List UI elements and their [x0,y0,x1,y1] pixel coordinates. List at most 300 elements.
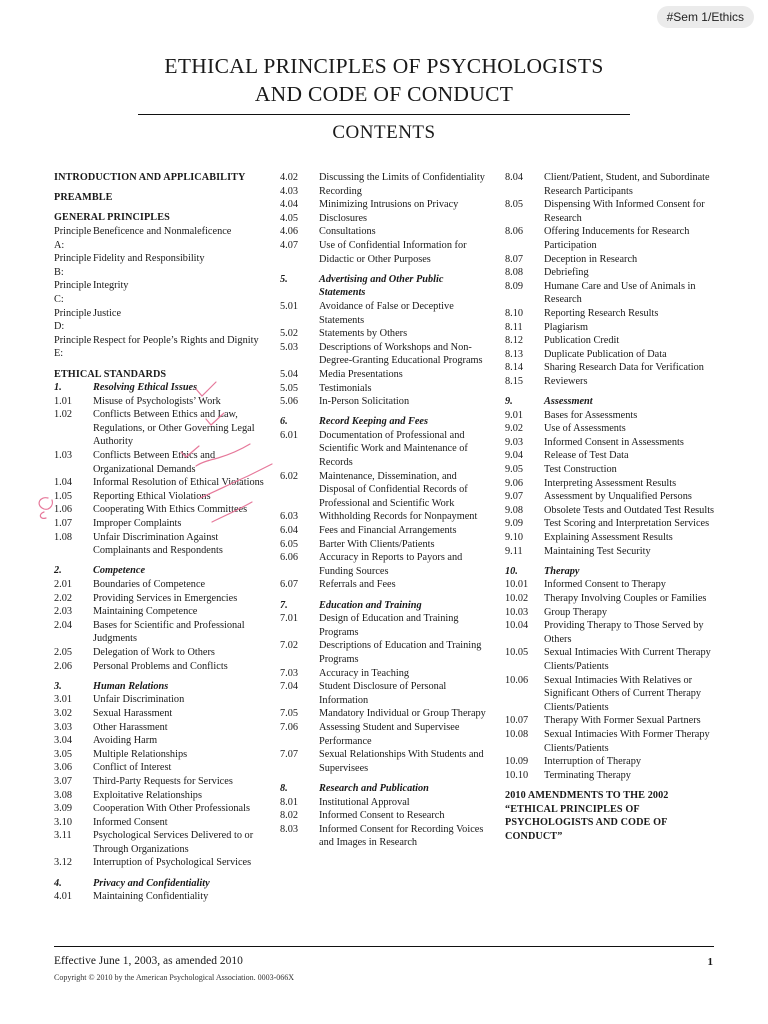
entry-title: Documentation of Professional and Scientific Work and Maintenance of Records [319,429,468,469]
toc-entry [505,769,717,783]
toc-entry [280,395,492,409]
entry-title: Integrity [93,280,129,292]
effective-date: Effective June 1, 2003, as amended 2010 [54,955,243,967]
entry-number: 10.07 [505,715,529,727]
toc-section [505,395,717,409]
spacer [505,389,717,396]
entry-number: 3.05 [54,748,73,760]
entry-number: 10.10 [505,769,529,781]
entry-number: 9.08 [505,504,524,516]
toc-entry [54,408,272,449]
entry-title: Assessment [544,396,593,408]
toc-entry [280,538,492,552]
entry-number: 8.08 [505,267,524,279]
entry-number: 1.03 [54,450,73,462]
entry-number: 6.05 [280,538,299,550]
entry-title: Accuracy in Reports to Payors and Funding Sources [319,552,463,577]
entry-title: Minimizing Intrusions on Privacy [319,199,459,211]
entry-title: Interruption of Psychological Services [93,857,252,869]
toc-entry [505,592,717,606]
entry-number: 2.03 [54,606,73,618]
toc-entry [280,823,492,850]
entry-number: 3.08 [54,789,73,801]
toc-entry [54,476,272,490]
toc-entry [280,368,492,382]
entry-number: Principle B: [54,253,92,278]
toc-entry [54,721,272,735]
toc-entry [54,748,272,762]
toc-principle [54,279,272,306]
entry-number: 8.05 [505,199,524,211]
entry-number: 6.01 [280,429,299,441]
entry-title: Referrals and Fees [319,579,396,591]
entry-title: Humane Care and Use of Animals in Research [544,280,696,306]
entry-number: 4.04 [280,199,299,211]
entry-number: 8.06 [505,226,524,238]
entry-number: 3.11 [54,830,72,842]
toc-principle [54,334,272,361]
entry-title: Media Presentations [319,368,403,380]
entry-title: Client/Patient, Student, and Subordinate Research Participants [544,172,710,197]
entry-title: Maintaining Confidentiality [93,891,209,903]
entry-title: Accuracy in Teaching [319,667,410,679]
toc-entry [505,171,717,198]
toc-entry [280,239,492,266]
toc-entry [280,382,492,396]
entry-title: Interpreting Assessment Results [544,477,677,489]
toc-entry [280,470,492,511]
contents-heading: CONTENTS [332,122,436,143]
toc-entry [280,809,492,823]
section-heading: INTRODUCTION AND APPLICABILITY [54,172,246,183]
entry-number: 1.06 [54,504,73,516]
entry-number: 3.07 [54,775,73,787]
entry-number: 9. [505,396,513,408]
entry-number: 9.11 [505,545,523,557]
toc-entry [505,517,717,531]
spacer [54,870,272,877]
entry-number: 8.12 [505,335,524,347]
toc-entry [54,490,272,504]
toc-entry [505,755,717,769]
entry-title: Sharing Research Data for Verification [544,362,704,374]
entry-number: 7.04 [280,681,299,693]
toc-entry [505,436,717,450]
toc-entry [280,796,492,810]
entry-number: 1.08 [54,531,73,543]
entry-number: 6.04 [280,525,299,537]
spacer [54,205,272,212]
entry-title: Sexual Intimacies With Former Therapy Clients/Patients [544,728,710,754]
entry-number: 7.01 [280,613,299,625]
entry-title: Disclosures [319,212,368,224]
spacer [54,673,272,680]
toc-entry [505,361,717,375]
entry-title: Boundaries of Competence [93,579,206,590]
entry-number: Principle E: [54,334,92,360]
entry-number: 8.09 [505,280,524,292]
entry-number: 4.02 [280,172,299,183]
entry-title: Descriptions of Education and Training Programs [319,640,482,665]
entry-number: 4.07 [280,239,299,251]
entry-number: 2.05 [54,646,73,658]
toc-column-2 [280,171,492,850]
toc-entry [505,714,717,728]
entry-title: Misuse of Psychologists’ Work [93,395,221,407]
entry-number: 6.03 [280,511,299,523]
entry-title: Avoiding Harm [93,735,158,747]
toc-entry [280,510,492,524]
spacer [280,266,492,273]
toc-entry [280,524,492,538]
entry-title: Respect for People’s Rights and Dignity [93,334,259,346]
entry-title: Descriptions of Workshops and Non-Degree-Granting Educational Programs [319,341,483,367]
entry-number: Principle D: [54,307,92,333]
entry-title: Informed Consent to Therapy [544,579,666,591]
entry-title: Unfair Discrimination Against Complainants and Respondents [93,531,223,557]
entry-number: 8. [280,782,288,794]
spacer [505,782,717,789]
entry-number: 8.14 [505,362,524,374]
entry-title: Institutional Approval [319,796,410,808]
toc-entry [54,775,272,789]
entry-title: Explaining Assessment Results [544,532,673,544]
toc-section [54,381,272,395]
title-line-1: ETHICAL PRINCIPLES OF PSYCHOLOGISTS [164,54,604,78]
toc-section [280,415,492,429]
entry-title: Dispensing With Informed Consent for Research [544,199,705,224]
entry-number: 10.01 [505,579,529,591]
toc-entry [505,545,717,559]
entry-number: 9.05 [505,464,524,476]
entry-title: Exploitative Relationships [93,789,202,801]
entry-title: Beneficence and Nonmaleficence [93,225,232,237]
toc-entry [505,504,717,518]
circle-scribble [39,498,52,519]
entry-number: 5.01 [280,300,299,312]
entry-number: 9.04 [505,450,524,462]
document-title [0,52,768,108]
toc-section [54,877,272,891]
title-line-2: AND CODE OF CONDUCT [254,82,514,106]
entry-number: 7. [280,599,288,611]
entry-title: Bases for Scientific and Professional Judgments [93,619,245,645]
entry-title: Discussing the Limits of Confidentiality [319,172,485,183]
entry-title: Third-Party Requests for Services [93,775,233,787]
entry-title: Sexual Relationships With Students and Supervisees [319,749,484,774]
entry-number: 7.07 [280,749,299,761]
entry-number: 3.12 [54,857,73,869]
spacer [280,592,492,599]
entry-title: Competence [93,565,146,577]
toc-entry [54,802,272,816]
entry-number: 2.01 [54,579,73,590]
toc-principle [54,307,272,334]
entry-number: 6.06 [280,552,299,564]
entry-number: 3.03 [54,721,73,733]
spacer [54,185,272,192]
entry-number: 9.03 [505,436,524,448]
entry-title: Human Relations [93,680,169,692]
toc-entry [54,761,272,775]
toc-entry [505,422,717,436]
entry-title: Test Construction [544,464,617,476]
toc-entry [505,490,717,504]
entry-number: 4. [54,877,62,889]
entry-title: Maintaining Competence [93,606,198,618]
entry-title: Barter With Clients/Patients [319,538,435,550]
toc-entry [280,551,492,578]
entry-number: 3.10 [54,816,73,828]
toc-entry [505,334,717,348]
entry-title: Debriefing [544,267,589,279]
spacer [54,361,272,368]
toc-section [280,273,492,300]
entry-title: Multiple Relationships [93,748,188,760]
toc-entry [54,890,272,904]
toc-entry [505,321,717,335]
entry-title: Conflicts Between Ethics and Organizational Demands [93,450,216,475]
tag-chip[interactable]: #Sem 1/Ethics [657,6,754,28]
entry-title: Publication Credit [544,335,620,347]
entry-title: Other Harassment [93,721,168,733]
entry-title: Withholding Records for Nonpayment [319,511,478,523]
entry-number: 9.07 [505,491,524,503]
page-number: 1 [707,956,713,968]
entry-number: 1.01 [54,395,73,407]
entry-title: Sexual Harassment [93,707,173,719]
entry-title: Conflict of Interest [93,762,172,774]
entry-title: Assessing Student and Supervisee Performance [319,721,460,747]
entry-number: Principle A: [54,225,92,251]
entry-number: 5.03 [280,341,299,353]
entry-number: 10.08 [505,728,529,740]
entry-title: Testimonials [319,382,372,394]
entry-title: Mandatory Individual or Group Therapy [319,708,486,720]
entry-title: Reviewers [544,375,588,387]
entry-title: Personal Problems and Conflicts [93,660,228,672]
entry-number: 3.09 [54,803,73,815]
toc-section [505,565,717,579]
entry-number: 7.06 [280,721,299,733]
toc-entry [505,307,717,321]
toc-entry [54,734,272,748]
entry-title: Use of Confidential Information for Didactic or Other Purposes [319,239,467,265]
entry-number: 8.03 [280,823,299,835]
entry-number: 9.09 [505,518,524,530]
entry-title: Informed Consent in Assessments [544,436,684,448]
entry-title: Fidelity and Responsibility [93,253,205,265]
spacer [505,558,717,565]
section-heading: GENERAL PRINCIPLES [54,212,170,224]
entry-number: 10.02 [505,593,529,604]
entry-number: 8.11 [505,321,523,333]
footer-rule [54,946,714,947]
toc-entry [505,266,717,280]
toc-section [280,782,492,796]
entry-number: 2.04 [54,619,73,631]
entry-title: Terminating Therapy [544,769,631,781]
toc-entry [54,449,272,476]
entry-title: Reporting Ethical Violations [93,490,211,502]
entry-number: 1.07 [54,518,73,530]
amendments-heading: 2010 AMENDMENTS TO THE 2002 “ETHICAL PRINCIPLES OF PSYCHOLOGISTS AND CODE OF CONDUCT” [505,789,669,842]
toc-entry [505,728,717,755]
toc-entry [54,517,272,531]
toc-entry [54,856,272,870]
entry-title: Therapy With Former Sexual Partners [544,715,701,727]
toc-entry [54,789,272,803]
entry-title: Providing Therapy to Those Served by Others [544,620,704,645]
entry-title: Cooperating With Ethics Committees [93,504,248,516]
entry-number: 1.05 [54,490,73,502]
entry-number: 1. [54,382,62,394]
entry-title: Group Therapy [544,606,608,618]
toc-entry [505,409,717,423]
toc-entry [505,253,717,267]
entry-title: Student Disclosure of Personal Information [319,681,447,706]
toc-entry [280,639,492,666]
toc-entry [54,829,272,856]
entry-title: Avoidance of False or Deceptive Statements [319,300,454,326]
toc-section [54,564,272,578]
toc-entry [280,327,492,341]
entry-title: Unfair Discrimination [93,694,185,706]
toc-section [54,680,272,694]
entry-number: 10.06 [505,674,529,686]
entry-number: 7.05 [280,708,299,720]
entry-title: In-Person Solicitation [319,396,410,408]
toc-entry [280,667,492,681]
toc-entry [280,721,492,748]
toc-entry [54,503,272,517]
toc-entry [54,578,272,592]
entry-number: 10.09 [505,756,529,768]
entry-title: Duplicate Publication of Data [544,348,667,360]
entry-title: Maintaining Test Security [544,545,651,557]
entry-number: 4.03 [280,185,299,197]
entry-title: Test Scoring and Interpretation Services [544,518,710,530]
entry-number: 4.05 [280,212,299,224]
entry-number: 9.10 [505,532,524,544]
entry-title: Release of Test Data [544,450,629,462]
toc-entry [505,280,717,307]
toc-entry [280,198,492,212]
toc-entry [54,660,272,674]
entry-title: Informal Resolution of Ethical Violations [93,477,264,489]
entry-title: Deception in Research [544,253,638,265]
toc-entry [54,531,272,558]
spacer [280,409,492,416]
entry-number: 1.02 [54,409,73,421]
entry-title: Statements by Others [319,328,408,340]
entry-title: Sexual Intimacies With Relatives or Significant Others of Current Therapy Clients/Patients [544,674,702,713]
entry-number: 9.01 [505,409,524,421]
toc-entry [280,212,492,226]
entry-title: Providing Services in Emergencies [93,592,238,604]
toc-column-3 [505,171,717,843]
toc-entry [280,578,492,592]
toc-entry [505,225,717,252]
entry-title: Therapy Involving Couples or Families [544,593,707,604]
title-rule [138,114,630,115]
entry-title: Offering Inducements for Research Participation [544,226,690,251]
toc-section [280,599,492,613]
toc-entry [280,171,492,185]
entry-title: Maintenance, Dissemination, and Disposal of Confidential Records of Professional and Scientific Work [319,470,468,509]
entry-number: 5.05 [280,382,299,394]
entry-title: Consultations [319,226,376,238]
toc-entry [280,612,492,639]
entry-title: Sexual Intimacies With Current Therapy Clients/Patients [544,647,711,672]
entry-title: Plagiarism [544,321,589,333]
entry-title: Fees and Financial Arrangements [319,525,457,537]
entry-number: 4.06 [280,226,299,238]
toc-entry [54,646,272,660]
entry-title: Research and Publication [319,782,429,794]
toc-entry [505,606,717,620]
toc-entry [505,674,717,715]
entry-number: 10.03 [505,606,529,618]
entry-number: 8.04 [505,172,524,183]
entry-number: 7.02 [280,640,299,652]
entry-number: Principle C: [54,280,92,305]
toc-entry [54,619,272,646]
section-heading: PREAMBLE [54,192,113,204]
entry-title: Informed Consent for Recording Voices and Images in Research [319,823,484,849]
entry-number: 5.04 [280,368,299,380]
entry-number: 6.02 [280,470,299,482]
entry-number: 5. [280,273,288,285]
entry-title: Informed Consent to Research [319,810,445,822]
entry-title: Design of Education and Training Programs [319,613,459,638]
entry-number: 3. [54,680,62,692]
entry-number: 3.06 [54,762,73,774]
entry-title: Reporting Research Results [544,307,659,319]
toc-entry [505,375,717,389]
entry-number: 8.15 [505,375,524,387]
toc-entry [280,185,492,199]
entry-title: Obsolete Tests and Outdated Test Results [544,504,715,516]
entry-number: 5.06 [280,396,299,408]
toc-entry [280,707,492,721]
toc-entry [280,300,492,327]
toc-entry [505,449,717,463]
entry-title: Assessment by Unqualified Persons [544,491,692,503]
toc-entry [54,395,272,409]
entry-title: Use of Assessments [544,423,626,435]
toc-entry [505,477,717,491]
entry-title: Conflicts Between Ethics and Law, Regulations, or Other Governing Legal Authority [93,409,255,448]
entry-number: 1.04 [54,477,73,489]
entry-title: Resolving Ethical Issues [93,382,198,394]
entry-number: 3.01 [54,694,73,706]
entry-title: Recording [319,185,362,197]
toc-entry [505,578,717,592]
toc-entry [54,605,272,619]
toc-entry [505,463,717,477]
toc-entry [505,646,717,673]
toc-entry [280,680,492,707]
entry-title: Interruption of Therapy [544,756,642,768]
spacer [280,775,492,782]
toc-entry [280,225,492,239]
toc-principle [54,225,272,252]
copyright-line: Copyright © 2010 by the American Psychological Association. 0003-066X [54,973,295,982]
entry-number: 6.07 [280,579,299,591]
toc-column-1 [54,171,272,904]
entry-title: Improper Complaints [93,518,182,530]
